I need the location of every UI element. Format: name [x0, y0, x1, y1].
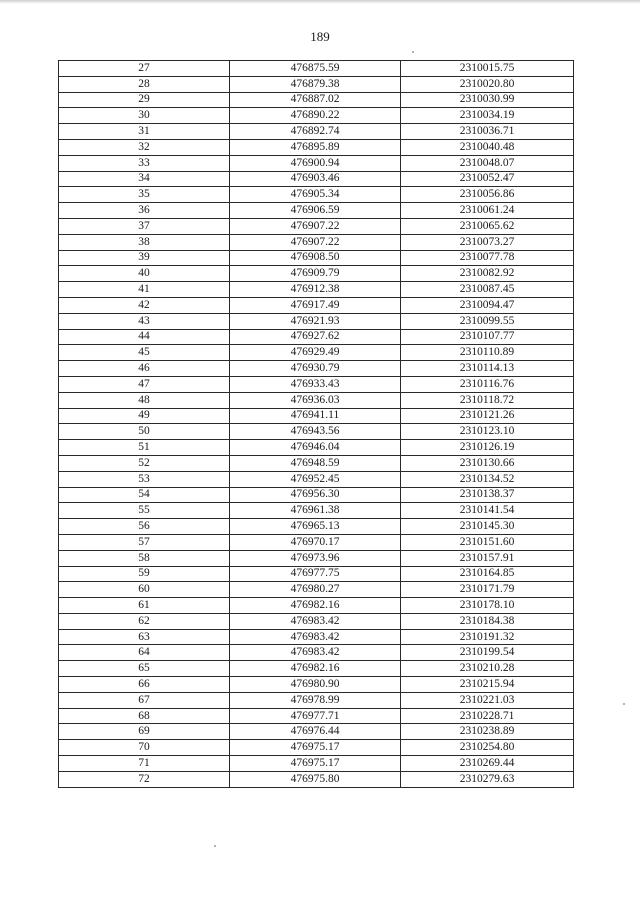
x-coordinate-cell: 476921.93: [230, 313, 401, 329]
point-number-cell: 68: [59, 708, 230, 724]
y-coordinate-cell: 2310114.13: [401, 361, 574, 377]
point-number-cell: 39: [59, 250, 230, 266]
x-coordinate-cell: 476909.79: [230, 266, 401, 282]
y-coordinate-cell: 2310184.38: [401, 613, 574, 629]
x-coordinate-cell: 476982.16: [230, 598, 401, 614]
scan-speck: [623, 703, 625, 705]
y-coordinate-cell: 2310130.66: [401, 455, 574, 471]
x-coordinate-cell: 476982.16: [230, 661, 401, 677]
x-coordinate-cell: 476948.59: [230, 455, 401, 471]
y-coordinate-cell: 2310073.27: [401, 234, 574, 250]
y-coordinate-cell: 2310094.47: [401, 297, 574, 313]
table-row: [59, 408, 574, 424]
x-coordinate-cell: 476887.02: [230, 92, 401, 108]
x-coordinate-cell: 476875.59: [230, 61, 401, 77]
x-coordinate-cell: 476907.22: [230, 218, 401, 234]
point-number-cell: 51: [59, 440, 230, 456]
point-number-cell: 27: [59, 61, 230, 77]
table-row: [59, 724, 574, 740]
table-row: [59, 187, 574, 203]
y-coordinate-cell: 2310030.99: [401, 92, 574, 108]
table-row: [59, 756, 574, 772]
x-coordinate-cell: 476912.38: [230, 282, 401, 298]
x-coordinate-cell: 476917.49: [230, 297, 401, 313]
table-row: [59, 155, 574, 171]
y-coordinate-cell: 2310077.78: [401, 250, 574, 266]
x-coordinate-cell: 476973.96: [230, 550, 401, 566]
table-row: [59, 250, 574, 266]
table-row: [59, 139, 574, 155]
point-number-cell: 30: [59, 108, 230, 124]
y-coordinate-cell: 2310048.07: [401, 155, 574, 171]
x-coordinate-cell: 476978.99: [230, 692, 401, 708]
table-row: [59, 455, 574, 471]
x-coordinate-cell: 476980.27: [230, 582, 401, 598]
x-coordinate-cell: 476890.22: [230, 108, 401, 124]
point-number-cell: 66: [59, 677, 230, 693]
table-row: [59, 550, 574, 566]
y-coordinate-cell: 2310082.92: [401, 266, 574, 282]
x-coordinate-cell: 476936.03: [230, 392, 401, 408]
point-number-cell: 71: [59, 756, 230, 772]
y-coordinate-cell: 2310171.79: [401, 582, 574, 598]
y-coordinate-cell: 2310151.60: [401, 534, 574, 550]
point-number-cell: 55: [59, 503, 230, 519]
table-row: [59, 519, 574, 535]
point-number-cell: 60: [59, 582, 230, 598]
y-coordinate-cell: 2310061.24: [401, 203, 574, 219]
y-coordinate-cell: 2310145.30: [401, 519, 574, 535]
point-number-cell: 35: [59, 187, 230, 203]
point-number-cell: 58: [59, 550, 230, 566]
x-coordinate-cell: 476903.46: [230, 171, 401, 187]
point-number-cell: 41: [59, 282, 230, 298]
x-coordinate-cell: 476980.90: [230, 677, 401, 693]
scan-speck: [214, 845, 216, 847]
point-number-cell: 48: [59, 392, 230, 408]
y-coordinate-cell: 2310164.85: [401, 566, 574, 582]
point-number-cell: 28: [59, 76, 230, 92]
table-row: [59, 76, 574, 92]
table-row: [59, 613, 574, 629]
x-coordinate-cell: 476907.22: [230, 234, 401, 250]
x-coordinate-cell: 476977.71: [230, 708, 401, 724]
point-number-cell: 46: [59, 361, 230, 377]
y-coordinate-cell: 2310215.94: [401, 677, 574, 693]
y-coordinate-cell: 2310036.71: [401, 124, 574, 140]
table-row: [59, 487, 574, 503]
point-number-cell: 63: [59, 629, 230, 645]
table-row: [59, 582, 574, 598]
coordinates-table-body: [59, 61, 574, 788]
table-row: [59, 534, 574, 550]
table-row: [59, 108, 574, 124]
x-coordinate-cell: 476965.13: [230, 519, 401, 535]
x-coordinate-cell: 476983.42: [230, 629, 401, 645]
table-row: [59, 282, 574, 298]
point-number-cell: 45: [59, 345, 230, 361]
y-coordinate-cell: 2310269.44: [401, 756, 574, 772]
table-row: [59, 645, 574, 661]
scan-top-edge: [0, 0, 640, 4]
table-row: [59, 440, 574, 456]
y-coordinate-cell: 2310107.77: [401, 329, 574, 345]
x-coordinate-cell: 476930.79: [230, 361, 401, 377]
table-row: [59, 677, 574, 693]
table-row: [59, 345, 574, 361]
table-row: [59, 203, 574, 219]
y-coordinate-cell: 2310116.76: [401, 376, 574, 392]
point-number-cell: 42: [59, 297, 230, 313]
x-coordinate-cell: 476900.94: [230, 155, 401, 171]
y-coordinate-cell: 2310126.19: [401, 440, 574, 456]
point-number-cell: 44: [59, 329, 230, 345]
x-coordinate-cell: 476983.42: [230, 645, 401, 661]
y-coordinate-cell: 2310279.63: [401, 771, 574, 787]
x-coordinate-cell: 476961.38: [230, 503, 401, 519]
x-coordinate-cell: 476975.80: [230, 771, 401, 787]
y-coordinate-cell: 2310087.45: [401, 282, 574, 298]
point-number-cell: 49: [59, 408, 230, 424]
y-coordinate-cell: 2310141.54: [401, 503, 574, 519]
page-number: 189: [310, 29, 330, 44]
y-coordinate-cell: 2310178.10: [401, 598, 574, 614]
y-coordinate-cell: 2310034.19: [401, 108, 574, 124]
y-coordinate-cell: 2310118.72: [401, 392, 574, 408]
point-number-cell: 69: [59, 724, 230, 740]
y-coordinate-cell: 2310121.26: [401, 408, 574, 424]
table-row: [59, 424, 574, 440]
x-coordinate-cell: 476943.56: [230, 424, 401, 440]
point-number-cell: 62: [59, 613, 230, 629]
y-coordinate-cell: 2310138.37: [401, 487, 574, 503]
table-row: [59, 234, 574, 250]
table-row: [59, 598, 574, 614]
table-row: [59, 471, 574, 487]
x-coordinate-cell: 476892.74: [230, 124, 401, 140]
y-coordinate-cell: 2310123.10: [401, 424, 574, 440]
table-row: [59, 61, 574, 77]
table-row: [59, 124, 574, 140]
table-row: [59, 329, 574, 345]
table-row: [59, 771, 574, 787]
y-coordinate-cell: 2310110.89: [401, 345, 574, 361]
x-coordinate-cell: 476970.17: [230, 534, 401, 550]
point-number-cell: 37: [59, 218, 230, 234]
y-coordinate-cell: 2310210.28: [401, 661, 574, 677]
x-coordinate-cell: 476983.42: [230, 613, 401, 629]
x-coordinate-cell: 476879.38: [230, 76, 401, 92]
x-coordinate-cell: 476906.59: [230, 203, 401, 219]
table-row: [59, 376, 574, 392]
x-coordinate-cell: 476933.43: [230, 376, 401, 392]
point-number-cell: 32: [59, 139, 230, 155]
point-number-cell: 40: [59, 266, 230, 282]
y-coordinate-cell: 2310099.55: [401, 313, 574, 329]
x-coordinate-cell: 476975.17: [230, 740, 401, 756]
table-row: [59, 92, 574, 108]
table-row: [59, 740, 574, 756]
coordinates-table: [58, 60, 574, 788]
x-coordinate-cell: 476908.50: [230, 250, 401, 266]
point-number-cell: 54: [59, 487, 230, 503]
x-coordinate-cell: 476977.75: [230, 566, 401, 582]
y-coordinate-cell: 2310134.52: [401, 471, 574, 487]
table-row: [59, 266, 574, 282]
y-coordinate-cell: 2310040.48: [401, 139, 574, 155]
table-row: [59, 297, 574, 313]
point-number-cell: 70: [59, 740, 230, 756]
point-number-cell: 67: [59, 692, 230, 708]
point-number-cell: 53: [59, 471, 230, 487]
point-number-cell: 65: [59, 661, 230, 677]
y-coordinate-cell: 2310254.80: [401, 740, 574, 756]
x-coordinate-cell: 476905.34: [230, 187, 401, 203]
point-number-cell: 61: [59, 598, 230, 614]
point-number-cell: 57: [59, 534, 230, 550]
point-number-cell: 34: [59, 171, 230, 187]
point-number-cell: 59: [59, 566, 230, 582]
point-number-cell: 29: [59, 92, 230, 108]
y-coordinate-cell: 2310056.86: [401, 187, 574, 203]
x-coordinate-cell: 476975.17: [230, 756, 401, 772]
y-coordinate-cell: 2310221.03: [401, 692, 574, 708]
x-coordinate-cell: 476956.30: [230, 487, 401, 503]
point-number-cell: 72: [59, 771, 230, 787]
point-number-cell: 43: [59, 313, 230, 329]
table-row: [59, 708, 574, 724]
table-row: [59, 503, 574, 519]
point-number-cell: 38: [59, 234, 230, 250]
y-coordinate-cell: 2310199.54: [401, 645, 574, 661]
point-number-cell: 64: [59, 645, 230, 661]
table-row: [59, 661, 574, 677]
y-coordinate-cell: 2310052.47: [401, 171, 574, 187]
point-number-cell: 33: [59, 155, 230, 171]
x-coordinate-cell: 476927.62: [230, 329, 401, 345]
y-coordinate-cell: 2310238.89: [401, 724, 574, 740]
x-coordinate-cell: 476895.89: [230, 139, 401, 155]
x-coordinate-cell: 476946.04: [230, 440, 401, 456]
point-number-cell: 50: [59, 424, 230, 440]
table-row: [59, 218, 574, 234]
table-row: [59, 313, 574, 329]
x-coordinate-cell: 476929.49: [230, 345, 401, 361]
point-number-cell: 47: [59, 376, 230, 392]
y-coordinate-cell: 2310157.91: [401, 550, 574, 566]
x-coordinate-cell: 476941.11: [230, 408, 401, 424]
point-number-cell: 56: [59, 519, 230, 535]
table-row: [59, 171, 574, 187]
point-number-cell: 36: [59, 203, 230, 219]
table-row: [59, 566, 574, 582]
x-coordinate-cell: 476952.45: [230, 471, 401, 487]
y-coordinate-cell: 2310020.80: [401, 76, 574, 92]
table-row: [59, 692, 574, 708]
y-coordinate-cell: 2310228.71: [401, 708, 574, 724]
table-row: [59, 361, 574, 377]
y-coordinate-cell: 2310015.75: [401, 61, 574, 77]
table-row: [59, 392, 574, 408]
point-number-cell: 31: [59, 124, 230, 140]
y-coordinate-cell: 2310191.32: [401, 629, 574, 645]
y-coordinate-cell: 2310065.62: [401, 218, 574, 234]
scan-speck: [412, 51, 414, 53]
point-number-cell: 52: [59, 455, 230, 471]
table-row: [59, 629, 574, 645]
x-coordinate-cell: 476976.44: [230, 724, 401, 740]
